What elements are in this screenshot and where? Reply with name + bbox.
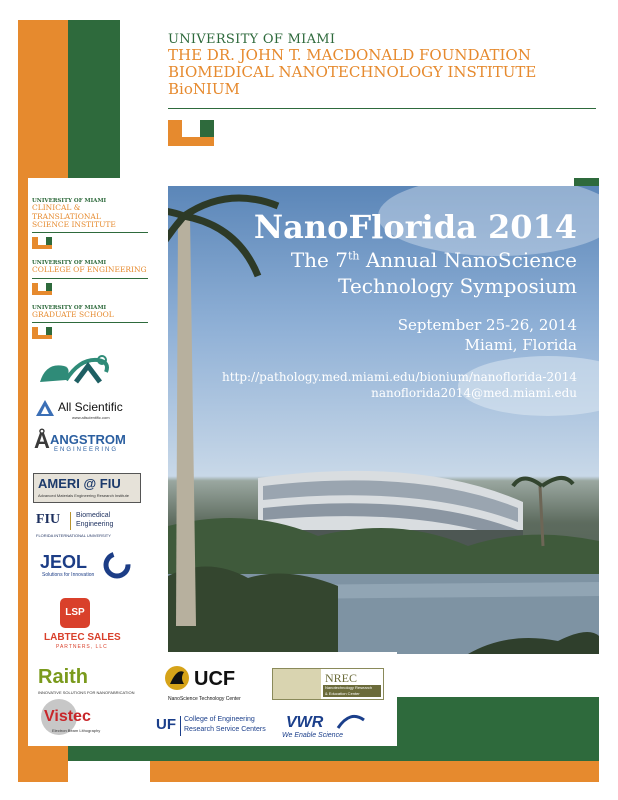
vistec-name: Vistec bbox=[44, 708, 91, 725]
unit-university: UNIVERSITY OF MIAMI bbox=[32, 198, 107, 204]
unit-name-line: TRANSLATIONAL bbox=[32, 211, 101, 221]
header-divider bbox=[168, 108, 596, 109]
ari-logo bbox=[36, 352, 116, 390]
nrec-logo bbox=[272, 668, 384, 700]
uf-sub1: College of Engineering bbox=[184, 716, 255, 723]
labtec-sub: PARTNERS, LLC bbox=[56, 644, 108, 650]
event-email[interactable]: nanoflorida2014@med.miami.edu bbox=[371, 386, 577, 400]
pegasus-icon bbox=[164, 664, 190, 692]
sponsor-box bbox=[150, 652, 397, 746]
event-dates: September 25-26, 2014 bbox=[397, 316, 577, 334]
event-url[interactable]: http://pathology.med.miami.edu/bionium/nanoflorida-2014 bbox=[221, 370, 577, 384]
fiu-name: FIU bbox=[36, 512, 61, 527]
triangle-icon bbox=[36, 400, 54, 416]
unit-divider bbox=[32, 278, 148, 279]
university-u-logo bbox=[32, 237, 52, 249]
allscientific-name: All Scientific bbox=[58, 400, 123, 414]
vwr-name: VWR bbox=[286, 714, 324, 731]
swirl-icon bbox=[102, 550, 132, 580]
green-frame-top bbox=[68, 20, 120, 180]
lsp-mark: LSP bbox=[60, 598, 90, 628]
allscientific-url: www.allscientific.com bbox=[72, 415, 110, 420]
university-u-logo bbox=[168, 120, 214, 146]
header-bionium: BioNIUM bbox=[168, 80, 240, 98]
fiu-dept1: Biomedical bbox=[76, 512, 111, 519]
raith-name: Raith bbox=[38, 666, 88, 688]
unit-name-line: GRADUATE SCHOOL bbox=[32, 310, 114, 319]
swoosh-icon bbox=[336, 714, 366, 732]
event-subtitle: The 7th Annual NanoScience bbox=[290, 248, 577, 272]
unit-college-engineering bbox=[32, 260, 148, 275]
fiu-sub: FLORIDA INTERNATIONAL UNIVERSITY bbox=[36, 533, 111, 538]
unit-clinical-translational bbox=[32, 198, 148, 230]
angstrom-name: ANGSTROM bbox=[50, 432, 126, 447]
header-foundation: THE DR. JOHN T. MACDONALD FOUNDATION bbox=[168, 46, 531, 64]
ameri-logo bbox=[33, 473, 141, 503]
nrec-name: NREC bbox=[325, 671, 358, 685]
unit-name-line: CLINICAL & bbox=[32, 203, 81, 212]
jeol-name: JEOL bbox=[40, 552, 88, 572]
unit-name-line: SCIENCE INSTITUTE bbox=[32, 220, 116, 229]
event-subtitle-line2: Technology Symposium bbox=[338, 274, 577, 298]
orange-frame-bottom bbox=[150, 761, 599, 782]
vwr-sub: We Enable Science bbox=[282, 732, 343, 739]
uf-sub2: Research Service Centers bbox=[184, 726, 266, 733]
header-institute: BIOMEDICAL NANOTECHNOLOGY INSTITUTE bbox=[168, 63, 537, 81]
event-title: NanoFlorida 2014 bbox=[253, 208, 577, 246]
angstrom-symbol: Å bbox=[34, 428, 50, 453]
nrec-sub1: Nanotechnology Research bbox=[325, 685, 373, 690]
ucf-sub: NanoScience Technology Center bbox=[168, 696, 241, 702]
fiu-dept2: Engineering bbox=[76, 521, 114, 528]
unit-graduate-school bbox=[32, 305, 148, 320]
uf-name: UF bbox=[156, 716, 176, 733]
ucf-name: UCF bbox=[194, 668, 236, 690]
university-u-logo bbox=[32, 327, 52, 339]
angstrom-sub: ENGINEERING bbox=[54, 447, 119, 453]
nrec-sub2: & Education Center bbox=[325, 691, 360, 696]
header-university: UNIVERSITY OF MIAMI bbox=[168, 32, 336, 47]
ameri-sub: Advanced Materials Engineering Research Institute bbox=[38, 493, 129, 498]
header bbox=[168, 32, 598, 98]
university-u-logo bbox=[32, 283, 52, 295]
labtec-name: LABTEC SALES bbox=[44, 632, 121, 643]
unit-university: UNIVERSITY OF MIAMI bbox=[32, 305, 107, 311]
unit-name-line: COLLEGE OF ENGINEERING bbox=[32, 265, 147, 274]
unit-divider bbox=[32, 232, 148, 233]
unit-university: UNIVERSITY OF MIAMI bbox=[32, 260, 107, 266]
vistec-sub: Electron Beam Lithography bbox=[52, 728, 101, 733]
jeol-sub: Solutions for Innovation bbox=[42, 572, 95, 578]
unit-divider bbox=[32, 322, 148, 323]
raith-sub: INNOVATIVE SOLUTIONS FOR NANOFABRICATION bbox=[38, 690, 135, 695]
ameri-name: AMERI @ FIU bbox=[38, 476, 121, 491]
green-frame-right bbox=[574, 178, 599, 186]
campus-photo bbox=[168, 186, 599, 654]
event-location: Miami, Florida bbox=[464, 336, 577, 354]
